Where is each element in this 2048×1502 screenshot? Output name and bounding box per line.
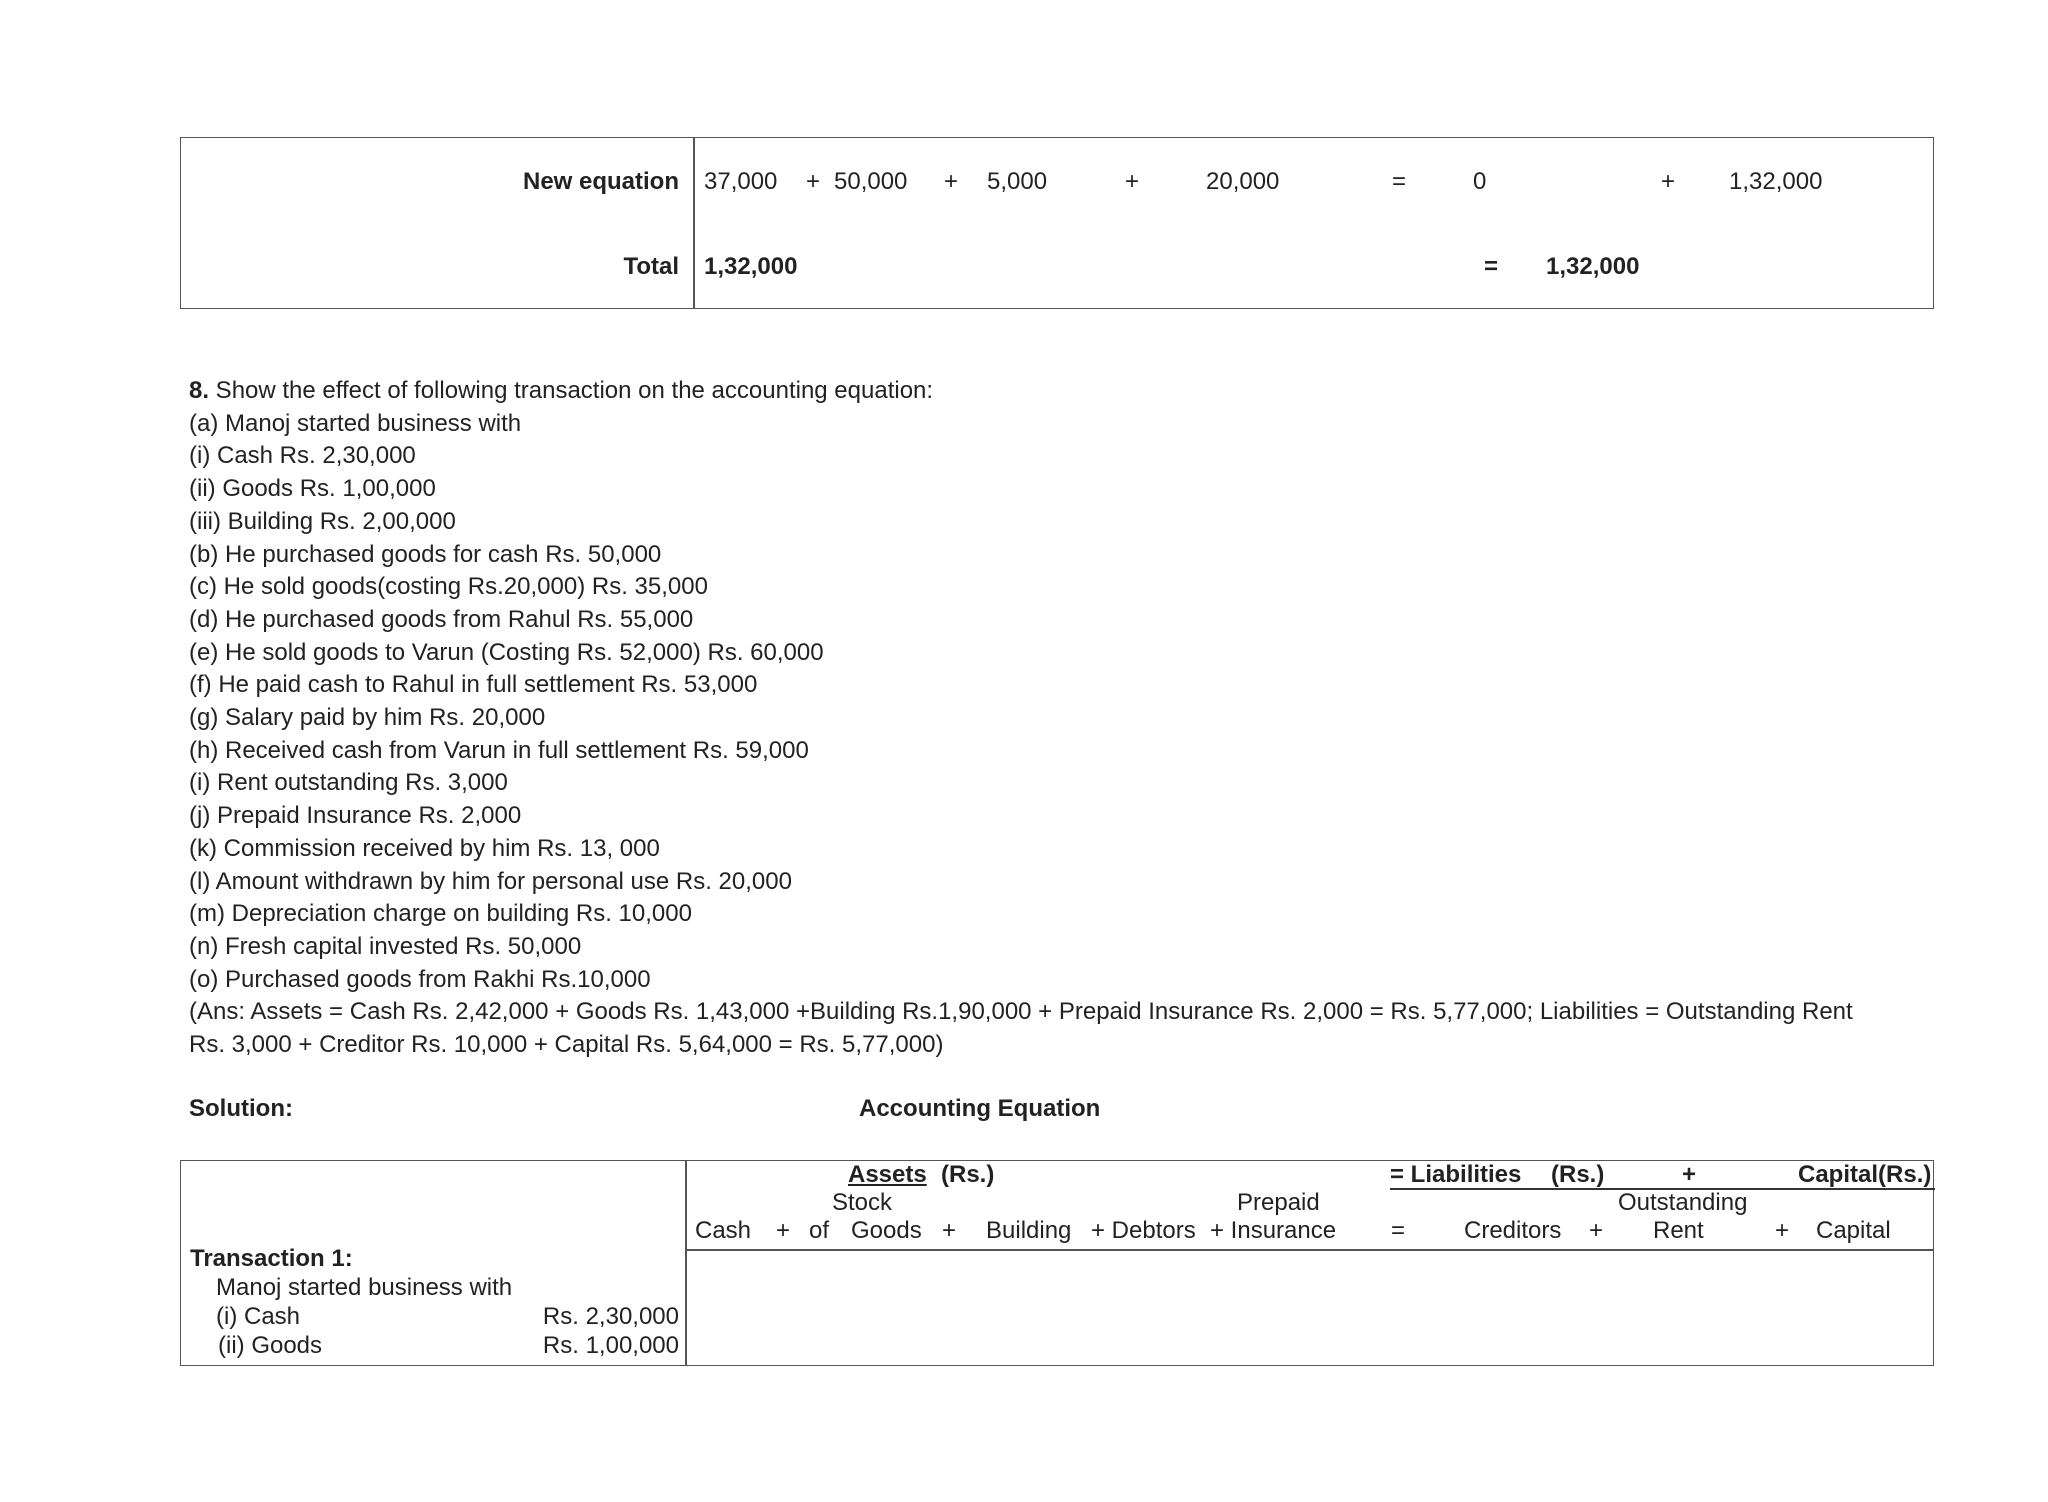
question-line: (ii) Goods Rs. 1,00,000 [189, 475, 436, 503]
plus-sign: + [942, 1217, 957, 1244]
question-text: Show the effect of following transaction on the accounting equation: [209, 377, 934, 404]
question-line: (i) Rent outstanding Rs. 3,000 [189, 769, 508, 797]
question-line: (a) Manoj started business with [189, 409, 522, 437]
question-line: (c) He sold goods(costing Rs.20,000) Rs. 35,000 [189, 573, 708, 601]
question-line: (g) Salary paid by him Rs. 20,000 [189, 704, 546, 732]
new-equation-label: New equation [522, 168, 679, 195]
rent-column: Rent [1653, 1217, 1704, 1244]
cash-column: Cash [695, 1217, 752, 1244]
total-equals-sign: = [1484, 253, 1499, 280]
debtors-value: 20,000 [1206, 168, 1280, 195]
plus-sign: + [1125, 168, 1140, 195]
transaction-item-value: Rs. 1,00,000 [542, 1332, 679, 1359]
question-line: (j) Prepaid Insurance Rs. 2,000 [189, 802, 522, 830]
header-divider [685, 1249, 1933, 1251]
insurance-column: + Insurance [1210, 1217, 1337, 1244]
transaction-item-label: (i) Cash [216, 1303, 301, 1330]
equals-sign: = [1391, 1217, 1406, 1244]
plus-sign: + [1589, 1217, 1604, 1244]
column-divider [693, 138, 695, 308]
liabilities-unit: (Rs.) [1551, 1161, 1605, 1188]
total-label: Total [623, 253, 679, 280]
transaction-title: Transaction 1: [190, 1245, 353, 1272]
transaction-item-value: Rs. 2,30,000 [542, 1303, 679, 1330]
assets-header: Assets [848, 1161, 927, 1188]
question-line: (i) Cash Rs. 2,30,000 [189, 442, 416, 470]
question-block [189, 375, 1853, 1062]
plus-sign: + [1775, 1217, 1790, 1244]
question-line: (k) Commission received by him Rs. 13, 000 [189, 834, 660, 862]
creditors-value: 0 [1473, 168, 1487, 195]
solution-label: Solution: [189, 1095, 293, 1122]
question-line: (h) Received cash from Varun in full settlement Rs. 59,000 [189, 736, 809, 764]
plus-sign: + [806, 168, 821, 195]
capital-value: 1,32,000 [1729, 168, 1823, 195]
creditors-column: Creditors [1464, 1217, 1562, 1244]
stock-value: 50,000 [834, 168, 908, 195]
question-line: (l) Amount withdrawn by him for personal use Rs. 20,000 [189, 867, 792, 895]
question-line: (d) He purchased goods from Rahul Rs. 55,000 [189, 605, 694, 633]
accounting-equation-table [180, 1160, 1934, 1366]
plus-sign: + [776, 1217, 791, 1244]
transaction-item-label: (ii) Goods [218, 1332, 323, 1359]
prepaid-header: Prepaid [1237, 1189, 1320, 1216]
question-line: (f) He paid cash to Rahul in full settlement Rs. 53,000 [189, 671, 758, 699]
column-divider [685, 1161, 687, 1365]
stock-header: Stock [832, 1189, 893, 1216]
question-line: (e) He sold goods to Varun (Costing Rs. 52,000) Rs. 60,000 [189, 638, 824, 666]
assets-unit: (Rs.) [941, 1161, 995, 1188]
outstanding-header: Outstanding [1618, 1189, 1748, 1216]
plus-sign: + [1661, 168, 1676, 195]
previous-equation-table [180, 137, 1934, 309]
question-number: 8. [189, 377, 210, 404]
answer-line: (Ans: Assets = Cash Rs. 2,42,000 + Goods Rs. 1,43,000 +Building Rs.1,90,000 + Prepaid Insurance Rs. 2,000 = Rs. 5,77,000; Liabilities = Outstanding Rent [189, 998, 1853, 1026]
liabilities-total: 1,32,000 [1546, 253, 1640, 280]
accounting-equation-heading: Accounting Equation [859, 1095, 1101, 1122]
equals-sign: = [1392, 168, 1407, 195]
of-label: of [809, 1217, 830, 1244]
liabilities-header: = Liabilities [1390, 1161, 1522, 1188]
question-line: (o) Purchased goods from Rakhi Rs.10,000 [189, 965, 651, 993]
building-column: Building [986, 1217, 1072, 1244]
answer-line: Rs. 3,000 + Creditor Rs. 10,000 + Capital Rs. 5,64,000 = Rs. 5,77,000) [189, 1031, 944, 1059]
question-line: (iii) Building Rs. 2,00,000 [189, 507, 456, 535]
debtors-column: + Debtors [1091, 1217, 1196, 1244]
capital-column: Capital [1816, 1217, 1891, 1244]
capital-header: Capital(Rs.) [1798, 1161, 1932, 1188]
plus-sign: + [944, 168, 959, 195]
building-value: 5,000 [987, 168, 1048, 195]
question-line: (m) Depreciation charge on building Rs. 10,000 [189, 900, 692, 928]
cash-value: 37,000 [704, 168, 778, 195]
plus-sign: + [1682, 1161, 1697, 1188]
transaction-description: Manoj started business with [216, 1274, 513, 1301]
question-title [189, 375, 1853, 408]
goods-column: Goods [851, 1217, 922, 1244]
assets-total: 1,32,000 [704, 253, 798, 280]
question-line: (b) He purchased goods for cash Rs. 50,000 [189, 540, 662, 568]
question-line: (n) Fresh capital invested Rs. 50,000 [189, 932, 582, 960]
